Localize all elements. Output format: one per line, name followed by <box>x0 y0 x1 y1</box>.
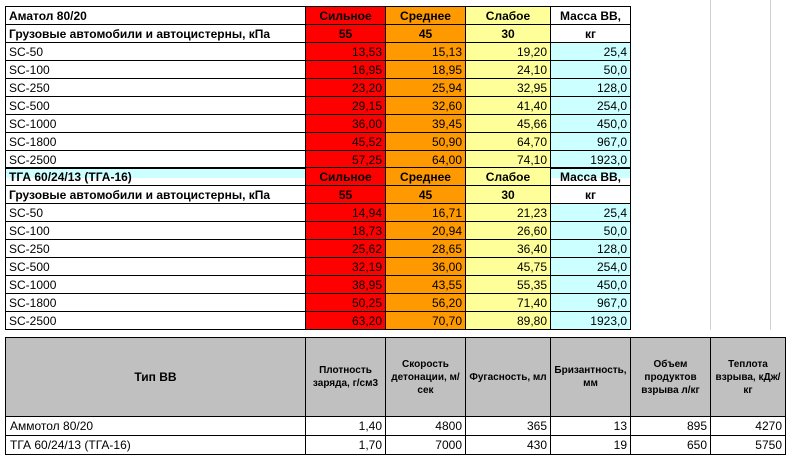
cell-medium[interactable]: 70,70 <box>386 312 466 330</box>
cell-medium[interactable]: 18,95 <box>386 61 466 79</box>
row-name[interactable]: SC-1000 <box>6 276 306 294</box>
cell-mass[interactable]: 25,4 <box>551 43 631 61</box>
header-mass[interactable]: Масса ВВ, <box>551 168 631 186</box>
table-tga <box>5 167 631 330</box>
row-name[interactable]: SC-1000 <box>6 115 306 133</box>
header-strong[interactable]: Сильное <box>306 168 386 186</box>
cell-strong[interactable]: 38,95 <box>306 276 386 294</box>
cell-mass[interactable]: 50,0 <box>551 222 631 240</box>
header-heat[interactable]: Теплота взрыва, кДж/кг <box>711 338 786 417</box>
cell-velocity[interactable]: 4800 <box>386 417 466 436</box>
cell-mass[interactable]: 50,0 <box>551 61 631 79</box>
cell-medium[interactable]: 39,45 <box>386 115 466 133</box>
cell-velocity[interactable]: 7000 <box>386 436 466 455</box>
header-brisance[interactable]: Бризантность, мм <box>551 338 631 417</box>
header-strong[interactable]: Сильное <box>306 7 386 25</box>
table-row <box>6 43 631 61</box>
table-row <box>6 417 786 436</box>
pressure-weak[interactable]: 30 <box>466 186 551 204</box>
cell-mass[interactable]: 254,0 <box>551 97 631 115</box>
cell-strong[interactable]: 16,95 <box>306 61 386 79</box>
cell-weak[interactable]: 21,23 <box>466 204 551 222</box>
row-name[interactable]: SC-250 <box>6 240 306 258</box>
table-row <box>6 312 631 330</box>
cell-mass[interactable]: 967,0 <box>551 294 631 312</box>
row-type[interactable]: Аммотол 80/20 <box>6 417 306 436</box>
cell-medium[interactable]: 32,60 <box>386 97 466 115</box>
cell-weak[interactable]: 36,40 <box>466 240 551 258</box>
cell-weak[interactable]: 64,70 <box>466 133 551 151</box>
header-mass-unit[interactable]: кг <box>551 186 631 204</box>
cell-weak[interactable]: 71,40 <box>466 294 551 312</box>
cell-strong[interactable]: 45,52 <box>306 133 386 151</box>
header-density[interactable]: Плотность заряда, г/см3 <box>306 338 386 417</box>
header-mass-unit[interactable]: кг <box>551 25 631 43</box>
cell-mass[interactable]: 450,0 <box>551 276 631 294</box>
cell-medium[interactable]: 28,65 <box>386 240 466 258</box>
header-mass[interactable]: Масса ВВ, <box>551 7 631 25</box>
table-row <box>6 115 631 133</box>
header-volume[interactable]: Объем продуктов взрыва л/кг <box>631 338 711 417</box>
cell-strong[interactable]: 13,53 <box>306 43 386 61</box>
table-row <box>6 204 631 222</box>
cell-brisance[interactable]: 19 <box>551 436 631 455</box>
cell-weak[interactable]: 19,20 <box>466 43 551 61</box>
row-name[interactable]: SC-50 <box>6 43 306 61</box>
header-medium[interactable]: Среднее <box>386 7 466 25</box>
table-subtitle[interactable]: Грузовые автомобили и автоцистерны, кПа <box>6 25 306 43</box>
cell-weak[interactable]: 45,75 <box>466 258 551 276</box>
table-properties <box>5 337 786 455</box>
row-name[interactable]: SC-1800 <box>6 133 306 151</box>
cell-fugacity[interactable]: 365 <box>466 417 551 436</box>
table-subtitle[interactable]: Грузовые автомобили и автоцистерны, кПа <box>6 186 306 204</box>
cell-density[interactable]: 1,70 <box>306 436 386 455</box>
grid-line <box>770 0 771 330</box>
cell-medium[interactable]: 25,94 <box>386 79 466 97</box>
header-velocity[interactable]: Скорость детонации, м/сек <box>386 338 466 417</box>
header-weak[interactable]: Слабое <box>466 168 551 186</box>
table-title[interactable]: ТГА 60/24/13 (ТГА-16) <box>6 168 306 186</box>
cell-mass[interactable]: 967,0 <box>551 133 631 151</box>
cell-strong[interactable]: 29,15 <box>306 97 386 115</box>
cell-weak[interactable]: 89,80 <box>466 312 551 330</box>
cell-volume[interactable]: 895 <box>631 417 711 436</box>
grid-line <box>710 0 711 330</box>
pressure-strong[interactable]: 55 <box>306 186 386 204</box>
cell-fugacity[interactable]: 430 <box>466 436 551 455</box>
cell-density[interactable]: 1,40 <box>306 417 386 436</box>
cell-mass[interactable]: 450,0 <box>551 115 631 133</box>
pressure-medium[interactable]: 45 <box>386 25 466 43</box>
cell-mass[interactable]: 1923,0 <box>551 312 631 330</box>
cell-weak[interactable]: 24,10 <box>466 61 551 79</box>
cell-heat[interactable]: 4270 <box>711 417 786 436</box>
table-row <box>6 133 631 151</box>
cell-mass[interactable]: 254,0 <box>551 258 631 276</box>
table-row <box>6 294 631 312</box>
cell-mass[interactable]: 25,4 <box>551 204 631 222</box>
table-row <box>6 61 631 79</box>
cell-strong[interactable]: 32,19 <box>306 258 386 276</box>
table-row <box>6 222 631 240</box>
table-row <box>6 151 631 169</box>
cell-medium[interactable]: 64,00 <box>386 151 466 169</box>
row-name[interactable]: SC-100 <box>6 61 306 79</box>
header-medium[interactable]: Среднее <box>386 168 466 186</box>
cell-heat[interactable]: 5750 <box>711 436 786 455</box>
cell-weak[interactable]: 26,60 <box>466 222 551 240</box>
cell-strong[interactable]: 57,25 <box>306 151 386 169</box>
pressure-weak[interactable]: 30 <box>466 25 551 43</box>
cell-weak[interactable]: 55,35 <box>466 276 551 294</box>
cell-mass[interactable]: 128,0 <box>551 240 631 258</box>
cell-medium[interactable]: 15,13 <box>386 43 466 61</box>
table-row <box>6 97 631 115</box>
table-row <box>6 79 631 97</box>
cell-strong[interactable]: 36,00 <box>306 115 386 133</box>
pressure-medium[interactable]: 45 <box>386 186 466 204</box>
row-name[interactable]: SC-250 <box>6 79 306 97</box>
row-name[interactable]: SC-500 <box>6 97 306 115</box>
cell-medium[interactable]: 50,90 <box>386 133 466 151</box>
table-amatol <box>5 6 631 178</box>
row-name[interactable]: SC-500 <box>6 258 306 276</box>
cell-mass[interactable]: 1923,0 <box>551 151 631 169</box>
pressure-strong[interactable]: 55 <box>306 25 386 43</box>
row-name[interactable]: SC-2500 <box>6 312 306 330</box>
cell-medium[interactable]: 56,20 <box>386 294 466 312</box>
table-row <box>6 276 631 294</box>
cell-strong[interactable]: 25,62 <box>306 240 386 258</box>
cell-weak[interactable]: 32,95 <box>466 79 551 97</box>
cell-medium[interactable]: 16,71 <box>386 204 466 222</box>
table-row <box>6 258 631 276</box>
header-type[interactable]: Тип ВВ <box>6 338 306 417</box>
cell-medium[interactable]: 43,55 <box>386 276 466 294</box>
row-name[interactable]: SC-100 <box>6 222 306 240</box>
cell-strong[interactable]: 14,94 <box>306 204 386 222</box>
row-name[interactable]: SC-50 <box>6 204 306 222</box>
row-type[interactable]: ТГА 60/24/13 (ТГА-16) <box>6 436 306 455</box>
cell-medium[interactable]: 20,94 <box>386 222 466 240</box>
cell-strong[interactable]: 63,20 <box>306 312 386 330</box>
cell-weak[interactable]: 45,66 <box>466 115 551 133</box>
cell-weak[interactable]: 41,40 <box>466 97 551 115</box>
table-title[interactable]: Аматол 80/20 <box>6 7 306 25</box>
header-fugacity[interactable]: Фугасность, мл <box>466 338 551 417</box>
cell-mass[interactable]: 128,0 <box>551 79 631 97</box>
cell-weak[interactable]: 74,10 <box>466 151 551 169</box>
header-weak[interactable]: Слабое <box>466 7 551 25</box>
table-row <box>6 240 631 258</box>
cell-strong[interactable]: 50,25 <box>306 294 386 312</box>
cell-strong[interactable]: 18,73 <box>306 222 386 240</box>
cell-brisance[interactable]: 13 <box>551 417 631 436</box>
cell-volume[interactable]: 650 <box>631 436 711 455</box>
cell-medium[interactable]: 36,00 <box>386 258 466 276</box>
cell-strong[interactable]: 23,20 <box>306 79 386 97</box>
table-row <box>6 436 786 455</box>
row-name[interactable]: SC-2500 <box>6 151 306 169</box>
row-name[interactable]: SC-1800 <box>6 294 306 312</box>
